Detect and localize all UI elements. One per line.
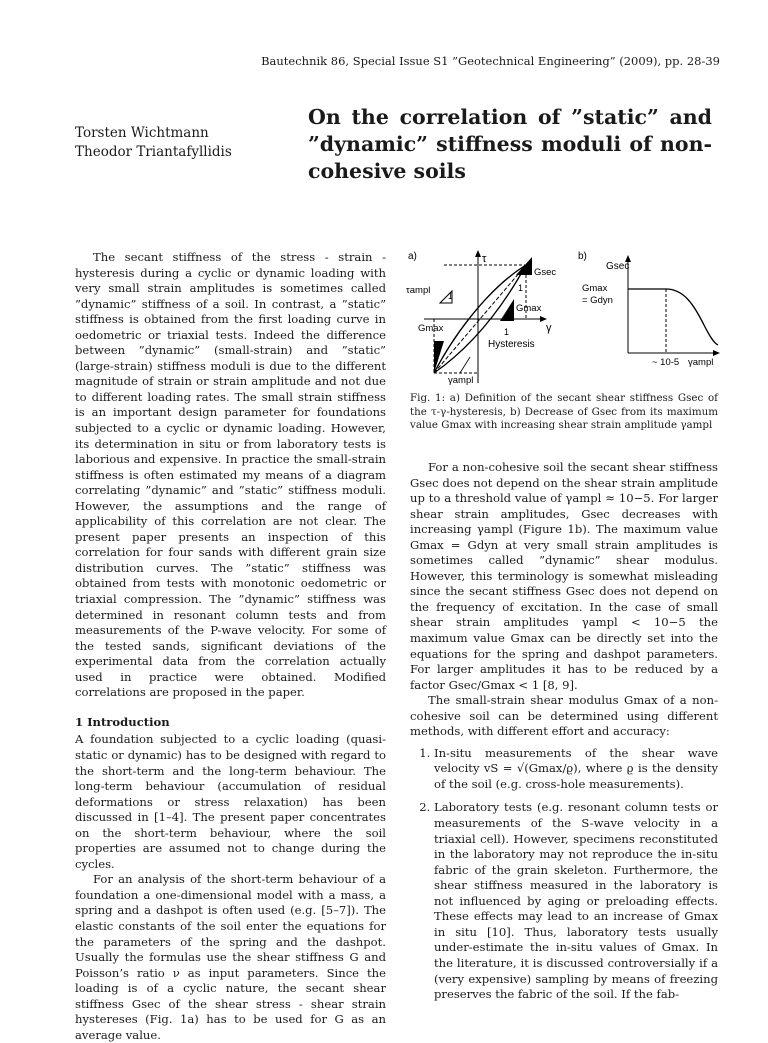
paragraph: For an analysis of the short-term behaviour of a foundation a one-dimensional model with a mass, a spring and a dashpot is often used (e.g. [5–7]). The elastic constants of the soil enter the equations for the parameters of the spring and the dashpot. Usually the formulas use the shear stiffness G and Poisson’s ratio ν as input parameters. Since the loading is of a cyclic nature, the secant shear stiffness Gsec of the shear stress - shear strain hystereses (Fig. 1a) has to be used for G as an average value. xyxy=(75,872,386,1042)
gamma-ampl-label-b: γampl xyxy=(688,357,714,368)
gmax-label-hyst: Gmax xyxy=(516,303,542,314)
slope-one-label: 1 xyxy=(504,327,510,337)
author-name: Torsten Wichtmann xyxy=(75,125,209,141)
panel-label-b: b) xyxy=(578,251,587,262)
tau-axis-label: τ xyxy=(482,253,487,265)
tau-arrow xyxy=(475,250,481,257)
gmax-label-a: Gmax xyxy=(418,323,444,334)
author-name: Theodor Triantafyllidis xyxy=(75,144,232,160)
gsec-axis-label: Gsec xyxy=(606,261,630,272)
paper-title: On the correlation of ”static” and ”dynamic” stiffness moduli of non-cohesive soils xyxy=(308,105,712,183)
panel-label-a: a) xyxy=(408,251,417,262)
stiffness-degradation-curve xyxy=(628,289,718,345)
threshold-tick-label: ~ 10-5 xyxy=(652,357,680,368)
journal-citation: Bautechnik 86, Special Issue S1 ”Geotechnical Engineering” (2009), pp. 28-39 xyxy=(261,54,720,68)
author-list xyxy=(75,124,232,162)
list-item: 2. Laboratory tests (e.g. resonant column tests or measurements of the S-wave velocity in a triaxial cell). However, specimens reconstituted in the laboratory may not reproduce the in-situ fabric of the grain skeleton. Furthermore, the shear stiffness measured in the laboratory is not influenced by aging or preloading effects. These effects may lead to an increase of Gmax in situ [10]. Thus, laboratory tests usually under-estimate the in-situ values of Gmax. In the literature, it is discussed controversially if a (very expensive) sampling by means of freezing preserves the fabric of the soil. If the fab- xyxy=(434,800,718,1002)
paragraph: A foundation subjected to a cyclic loading (quasi-static or dynamic) has to be designed with regard to the short-term and the long-term behaviour. The long-term behaviour (accumulation of residual deformations or stress relaxation) has been discussed in [1–4]. The present paper concentrates on the short-term behaviour, where the soil properties are assumed not to change during the cycles. xyxy=(75,732,386,871)
abstract: The secant stiffness of the stress - strain - hysteresis during a cyclic or dynamic loading with very small strain amplitudes is sometimes called ”dynamic” stiffness of a soil. In contrast, a ”static” stiffness is obtained from the first loading curve in oedometric or triaxial tests. Indeed the difference between ”dynamic” (small-strain) and ”static” (large-strain) stiffness moduli is due to the different magnitude of strain or strain amplitude and not due to different loading rates. The small strain stiffness is an important design parameter for foundations subjected to a cyclic or dynamic loading. However, its determination in situ or from laboratory tests is laborious and expensive. In practice the small-strain stiffness is often estimated my means of a diagram correlating ”dynamic” and ”static” stiffness moduli. However, the assumptions and the range of applicability of this correlation are not clear. The present paper presents an inspection of this correlation for four sands with different grain size distribution curves. The ”static” stiffness was obtained from tests with monotonic oedometric or triaxial compression. The ”dynamic” stiffness was determined in resonant column tests and from measurements of the P-wave velocity. For some of the tested sands, significant deviations of the experimental data from the correlation actually used in practice were obtained. Modified correlations are proposed in the paper. xyxy=(75,250,386,700)
hysteresis-label: Hysteresis xyxy=(488,339,535,350)
right-column xyxy=(410,460,718,1011)
left-column xyxy=(75,250,386,1043)
paragraph: For a non-cohesive soil the secant shear stiffness Gsec does not depend on the shear strain amplitude up to a threshold value of γampl ≈ 10−5. For larger shear strain amplitudes, Gsec decreases with increasing γampl (Figure 1b). The maximum value Gmax = Gdyn at very small strain amplitudes is sometimes called ”dynamic” shear modulus. However, this terminology is somewhat misleading since the secant stiffness Gsec does not depend on the frequency of excitation. In the case of small shear strain amplitudes γampl < 10−5 the maximum value Gmax can be directly set into the equations for the spring and dashpot parameters. For larger amplitudes it has to be reduced by a factor Gsec/Gmax < 1 [8, 9]. xyxy=(410,460,718,692)
gsec-triangle xyxy=(516,257,532,275)
tau-ampl-label: τampl xyxy=(406,285,431,296)
gamma-axis-label: γ xyxy=(546,322,552,334)
section-heading: 1 Introduction xyxy=(75,714,170,729)
gamma-ampl-label-a: γampl xyxy=(448,375,474,386)
slope-one-label: 1 xyxy=(518,283,524,293)
gmax-label-b: Gmax xyxy=(582,283,608,294)
figure-1 xyxy=(404,245,720,391)
slope-one-label: 1 xyxy=(448,291,454,301)
list-item: 1. In-situ measurements of the shear wave velocity vS = √(Gmax/ϱ), where ϱ is the density of the soil (e.g. cross-hole measurements). xyxy=(434,746,718,793)
gdyn-label-b: = Gdyn xyxy=(582,295,613,306)
gsec-label-a: Gsec xyxy=(534,267,557,278)
gamma-ampl-pointer xyxy=(460,357,470,373)
gamma-ampl-arrow xyxy=(713,350,720,356)
figure-caption: Fig. 1: a) Definition of the secant shear stiffness Gsec of the τ-γ-hysteresis, b) Decrease of Gsec from its maximum value Gmax with increasing shear strain amplitude γampl xyxy=(410,392,718,432)
paragraph: The small-strain shear modulus Gmax of a non-cohesive soil can be determined using different methods, with different effort and accuracy: xyxy=(410,693,718,739)
method-list xyxy=(410,746,718,1003)
